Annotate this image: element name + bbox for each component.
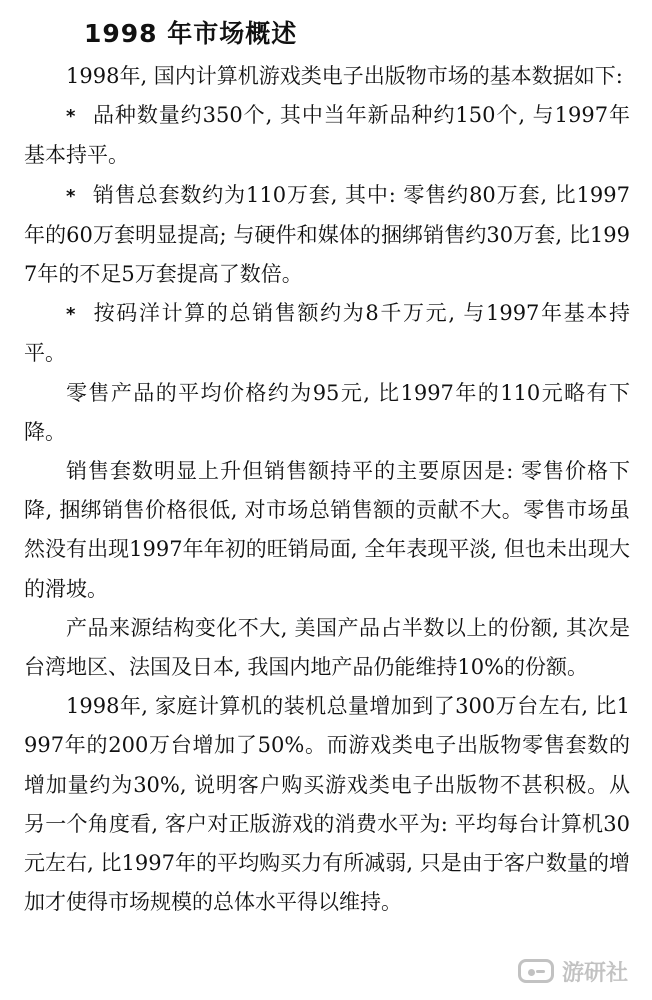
bullet-item-sales-revenue	[24, 294, 630, 373]
paragraph-text: 销售套数明显上升但销售额持平的主要原因是: 零售价格下降, 捆绑销售价格很低, 对市场总销售额的贡献不大。零售市场虽然没有出现1997年年初的旺销局面, 全年表现平淡, 但也未出现大的滑坡。	[24, 459, 630, 601]
bullet-text: 销售总套数约为110万套, 其中: 零售约80万套, 比1997年的60万套明显提高; 与硬件和媒体的捆绑销售约30万套, 比1997年的不足5万套提高了数倍。	[24, 182, 630, 287]
bullet-mark: *	[66, 106, 76, 128]
watermark	[518, 954, 638, 988]
home-computer-paragraph	[24, 687, 630, 922]
bullet-mark: *	[66, 185, 76, 207]
bullet-text: 按码洋计算的总销售额约为8千万元, 与1997年基本持平。	[24, 301, 630, 366]
paragraph-text: 零售产品的平均价格约为95元, 比1997年的110元略有下降。	[24, 380, 630, 444]
watermark-text: 游研社	[562, 960, 629, 986]
product-source-paragraph	[24, 609, 630, 687]
bullet-item-sales-volume	[24, 176, 630, 295]
paragraph-text: 产品来源结构变化不大, 美国产品占半数以上的份额, 其次是台湾地区、法国及日本, 我国内地产品仍能维持10%的份额。	[24, 615, 630, 680]
paragraph-text: 1998年, 国内计算机游戏类电子出版物市场的基本数据如下:	[66, 64, 623, 88]
gamepad-icon	[518, 959, 554, 983]
intro-paragraph	[24, 57, 630, 96]
bullet-text: 品种数量约350个, 其中当年新品种约150个, 与1997年基本持平。	[24, 103, 630, 168]
sales-reason-paragraph	[24, 452, 630, 609]
bullet-item-product-count	[24, 96, 630, 175]
average-price-paragraph	[24, 374, 630, 452]
bullet-mark: *	[66, 304, 76, 326]
page-title: 1998 年市场概述	[84, 19, 298, 48]
document-body	[24, 57, 630, 922]
paragraph-text: 1998年, 家庭计算机的装机总量增加到了300万台左右, 比1997年的200万台增加了50%。而游戏类电子出版物零售套数的增加量约为30%, 说明客户购买游戏类电子出版物不甚积极。从另一个角度看, 客户对正版游戏的消费水平为: 平均每台计算机30元左右, 比1997年的平均购买力有所减弱, 只是由于客户数量的增加才使得市场规模的总体水平得以维持。	[24, 694, 630, 915]
